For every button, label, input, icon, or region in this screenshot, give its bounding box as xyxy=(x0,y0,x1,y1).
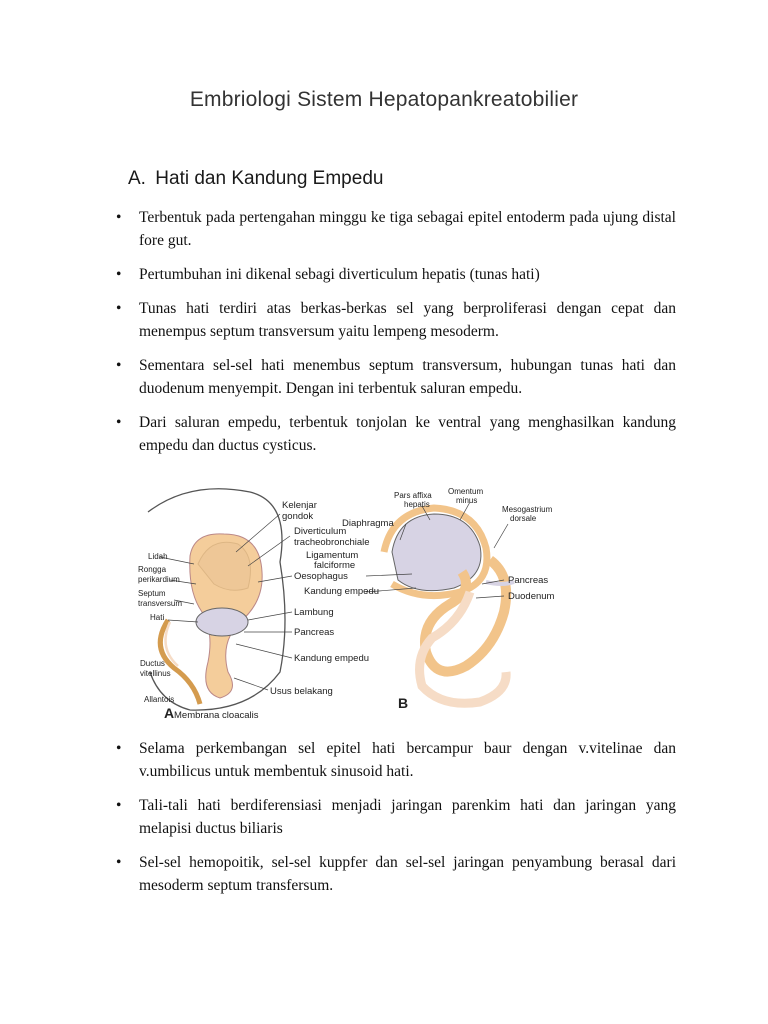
label-kandung-empedu-b: Kandung empedu xyxy=(304,586,380,597)
bullet-list-top xyxy=(116,206,676,468)
bullet-list-bottom xyxy=(116,737,676,908)
label-vitellinus: vitellinus xyxy=(140,669,171,678)
bullet-dot: • xyxy=(116,266,122,283)
panel-a-label: A xyxy=(164,705,175,721)
bullet-dot: • xyxy=(116,797,122,814)
list-item-text: Terbentuk pada pertengahan minggu ke tiga sebagai epitel entoderm pada ujung distal fore gut. xyxy=(139,209,676,249)
list-item xyxy=(116,263,676,286)
label-gondok: gondok xyxy=(282,511,314,522)
bullet-dot: • xyxy=(116,740,122,757)
label-ligamentum: Ligamentum xyxy=(306,550,359,561)
label-rongga: Rongga xyxy=(138,565,167,574)
list-item xyxy=(116,206,676,252)
label-usus-belakang: Usus belakang xyxy=(270,686,333,697)
label-perikardium: perikardium xyxy=(138,575,180,584)
label-hepatis: hepatis xyxy=(404,500,430,509)
embryo-figure xyxy=(130,472,600,724)
list-item xyxy=(116,737,676,783)
list-item-text: Pertumbuhan ini dikenal sebagi diverticulum hepatis (tunas hati) xyxy=(139,266,540,283)
label-diaphragma: Diaphragma xyxy=(342,518,394,529)
label-falciforme: falciforme xyxy=(314,560,356,571)
label-oesophagus: Oesophagus xyxy=(294,571,348,582)
label-minus: minus xyxy=(456,496,478,505)
list-item xyxy=(116,297,676,343)
bullet-dot: • xyxy=(116,854,122,871)
document-title: Embriologi Sistem Hepatopankreatobilier xyxy=(189,88,579,111)
list-item-text: Tunas hati terdiri atas berkas-berkas sel yang berproliferasi dengan cepat dan menempus septum transversum yaitu lempeng mesoderm. xyxy=(139,300,676,340)
label-mesogastrium: Mesogastrium xyxy=(502,505,553,514)
panel-b-label: B xyxy=(398,695,409,711)
bullet-dot: • xyxy=(116,300,122,317)
list-item-text: Sementara sel-sel hati menembus septum transversum, hubungan tunas hati dan duodenum menyempit. Dengan ini terbentuk saluran empedu. xyxy=(139,357,676,397)
bullet-dot: • xyxy=(116,209,122,226)
label-ductus: Ductus xyxy=(140,659,165,668)
label-kelenjar: Kelenjar xyxy=(282,500,317,511)
list-item xyxy=(116,851,676,897)
label-septum: Septum xyxy=(138,589,166,598)
list-item xyxy=(116,794,676,840)
section-heading xyxy=(128,168,383,190)
label-pars-affixa: Pars affixa xyxy=(394,491,432,500)
list-item xyxy=(116,354,676,400)
label-hati: Hati xyxy=(150,613,165,622)
list-item-text: Sel-sel hemopoitik, sel-sel kuppfer dan sel-sel jaringan penyambung berasal dari mesoderm septum transfersum. xyxy=(139,854,676,894)
label-omentum: Omentum xyxy=(448,487,484,496)
list-item xyxy=(116,411,676,457)
label-tracheobronchiale: tracheobronchiale xyxy=(294,537,370,548)
bullet-dot: • xyxy=(116,357,122,374)
label-membrana-cloacalis: Membrana cloacalis xyxy=(174,710,259,721)
label-pancreas-b: Pancreas xyxy=(508,575,549,586)
label-lambung: Lambung xyxy=(294,607,334,618)
panel-b-drawing xyxy=(384,508,514,703)
section-heading-text: Hati dan Kandung Empedu xyxy=(155,168,384,189)
label-pancreas-a: Pancreas xyxy=(294,627,335,638)
label-duodenum: Duodenum xyxy=(508,591,555,602)
list-item-text: Selama perkembangan sel epitel hati bercampur baur dengan v.vitelinae dan v.umbilicus untuk membentuk sinusoid hati. xyxy=(139,740,676,780)
label-kandung-empedu-a: Kandung empedu xyxy=(294,653,370,664)
label-transversum: transversum xyxy=(138,599,183,608)
label-dorsale: dorsale xyxy=(510,514,537,523)
list-item-text: Dari saluran empedu, terbentuk tonjolan ke ventral yang menghasilkan kandung empedu dan ductus cysticus. xyxy=(139,414,676,454)
label-diverticulum: Diverticulum xyxy=(294,526,347,537)
label-allantois: Allantois xyxy=(144,695,175,704)
section-letter: A. xyxy=(128,168,146,189)
list-item-text: Tali-tali hati berdiferensiasi menjadi jaringan parenkim hati dan jaringan yang melapisi ductus biliaris xyxy=(139,797,676,837)
bullet-dot: • xyxy=(116,414,122,431)
label-lidah: Lidah xyxy=(148,552,168,561)
